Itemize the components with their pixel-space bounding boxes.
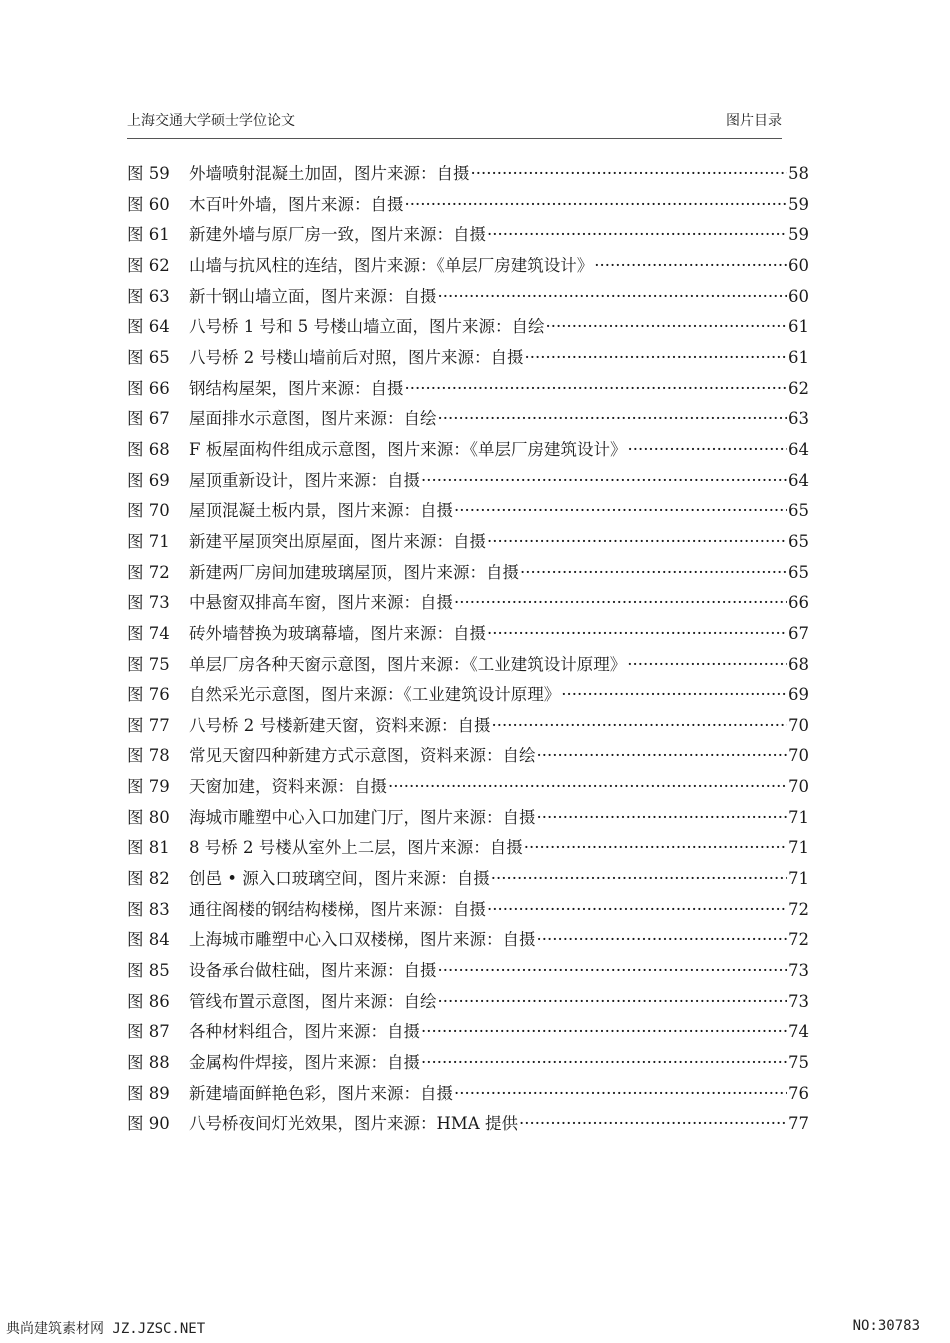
page-number: 75 xyxy=(788,1053,809,1073)
dot-leader xyxy=(487,527,787,558)
dot-leader xyxy=(487,220,787,251)
figure-number: 图 76 xyxy=(127,685,170,705)
toc-entry[interactable] xyxy=(127,466,809,497)
toc-entry[interactable] xyxy=(127,343,809,374)
figure-number: 图 59 xyxy=(127,164,170,183)
figure-caption: 八号桥 1 号和 5 号楼山墙立面，图片来源：自绘 xyxy=(189,317,545,337)
toc-entry[interactable] xyxy=(127,650,809,681)
dot-leader xyxy=(492,711,788,742)
page-number: 74 xyxy=(788,1022,809,1042)
toc-entry[interactable] xyxy=(127,496,809,527)
page-number: 71 xyxy=(788,869,809,889)
dot-leader xyxy=(627,435,787,466)
figure-number: 图 65 xyxy=(127,347,170,367)
figure-caption: 八号桥夜间灯光效果，图片来源：HMA 提供 xyxy=(189,1114,518,1134)
figure-caption: 屋面排水示意图，图片来源：自绘 xyxy=(189,409,437,429)
toc-entry[interactable] xyxy=(127,925,809,956)
figure-caption: 外墙喷射混凝土加固，图片来源：自摄 xyxy=(189,164,470,183)
page-number: 65 xyxy=(788,531,809,551)
page-number: 68 xyxy=(788,654,809,674)
figure-number: 图 71 xyxy=(127,531,170,551)
page-number: 60 xyxy=(788,286,809,306)
figure-caption: 八号桥 2 号楼新建天窗，资料来源：自摄 xyxy=(189,715,491,735)
figure-number: 图 77 xyxy=(127,715,170,735)
page-footer xyxy=(0,1318,950,1342)
figure-number: 图 63 xyxy=(127,286,170,306)
page-number: 71 xyxy=(788,807,809,827)
figure-caption: 木百叶外墙，图片来源：自摄 xyxy=(189,194,404,214)
dot-leader xyxy=(388,772,787,803)
figure-number: 图 78 xyxy=(127,746,170,766)
toc-entry[interactable] xyxy=(127,864,809,895)
dot-leader xyxy=(537,803,788,834)
figure-number: 图 66 xyxy=(127,378,170,398)
toc-entry[interactable] xyxy=(127,680,809,711)
toc-entry[interactable] xyxy=(127,190,809,221)
dot-leader xyxy=(487,619,787,650)
figure-caption: 山墙与抗风柱的连结，图片来源：《单层厂房建筑设计》 xyxy=(189,255,594,275)
dot-leader xyxy=(537,741,788,772)
thesis-title: 上海交通大学硕士学位论文 xyxy=(127,113,295,129)
figure-number: 图 89 xyxy=(127,1083,170,1103)
figure-caption: 屋顶混凝土板内景，图片来源：自摄 xyxy=(189,501,453,521)
figure-caption: 上海城市雕塑中心入口双楼梯，图片来源：自摄 xyxy=(189,930,536,950)
section-title: 图片目录 xyxy=(726,113,782,129)
figure-caption: 新建两厂房间加建玻璃屋顶，图片来源：自摄 xyxy=(189,562,519,582)
dot-leader xyxy=(545,312,787,343)
figure-caption: 新建外墙与原厂房一致，图片来源：自摄 xyxy=(189,225,486,245)
page-number: 70 xyxy=(788,777,809,797)
page-number: 76 xyxy=(788,1083,809,1103)
page-number: 72 xyxy=(788,899,809,919)
toc-entry[interactable] xyxy=(127,741,809,772)
figure-number: 图 64 xyxy=(127,317,170,337)
page-number: 64 xyxy=(788,439,809,459)
figure-number: 图 87 xyxy=(127,1022,170,1042)
dot-leader xyxy=(627,650,787,681)
page-number: 63 xyxy=(788,409,809,429)
toc-entry[interactable] xyxy=(127,435,809,466)
dot-leader xyxy=(454,496,787,527)
page-number: 60 xyxy=(788,255,809,275)
figure-caption: 金属构件焊接，图片来源：自摄 xyxy=(189,1053,420,1073)
page-number: 59 xyxy=(788,225,809,245)
dot-leader xyxy=(524,833,787,864)
figure-caption: 设备承台做柱础，图片来源：自摄 xyxy=(189,961,437,981)
figure-number: 图 81 xyxy=(127,838,170,858)
figure-caption: 砖外墙替换为玻璃幕墙，图片来源：自摄 xyxy=(189,623,486,643)
figure-number: 图 74 xyxy=(127,623,170,643)
toc-entry[interactable] xyxy=(127,895,809,926)
toc-entry[interactable] xyxy=(127,404,809,435)
figure-number: 图 70 xyxy=(127,501,170,521)
dot-leader xyxy=(421,1017,787,1048)
page-number: 71 xyxy=(788,838,809,858)
page-number: 64 xyxy=(788,470,809,490)
figure-number: 图 82 xyxy=(127,869,170,889)
figure-number: 图 80 xyxy=(127,807,170,827)
page-number: 72 xyxy=(788,930,809,950)
page-number: 73 xyxy=(788,991,809,1011)
figure-number: 图 67 xyxy=(127,409,170,429)
figure-number: 图 68 xyxy=(127,439,170,459)
page-number: 70 xyxy=(788,746,809,766)
dot-leader xyxy=(438,956,788,987)
toc-entry[interactable] xyxy=(127,1048,809,1079)
figure-caption: 自然采光示意图，图片来源：《工业建筑设计原理》 xyxy=(189,685,561,705)
dot-leader xyxy=(594,251,787,282)
page-number: 61 xyxy=(788,347,809,367)
dot-leader xyxy=(537,925,788,956)
dot-leader xyxy=(405,374,788,405)
figure-caption: 钢结构屋架，图片来源：自摄 xyxy=(189,378,404,398)
figure-caption: 天窗加建，资料来源：自摄 xyxy=(189,777,387,797)
figure-number: 图 83 xyxy=(127,899,170,919)
toc-entry[interactable] xyxy=(127,251,809,282)
figure-number: 图 61 xyxy=(127,225,170,245)
dot-leader xyxy=(438,282,788,313)
figure-caption: 各种材料组合，图片来源：自摄 xyxy=(189,1022,420,1042)
figure-caption: 创邑 • 源入口玻璃空间，图片来源：自摄 xyxy=(189,869,490,889)
toc-entry[interactable] xyxy=(127,833,809,864)
dot-leader xyxy=(471,159,788,190)
figure-caption: 管线布置示意图，图片来源：自绘 xyxy=(189,991,437,1011)
dot-leader xyxy=(421,1048,787,1079)
figure-caption: 八号桥 2 号楼山墙前后对照，图片来源：自摄 xyxy=(189,347,524,367)
figure-caption: 通往阁楼的钢结构楼梯，图片来源：自摄 xyxy=(189,899,486,919)
figure-number: 图 75 xyxy=(127,654,170,674)
toc-entry[interactable] xyxy=(127,1017,809,1048)
figure-number: 图 85 xyxy=(127,961,170,981)
dot-leader xyxy=(438,404,788,435)
toc-entry[interactable] xyxy=(127,312,809,343)
figure-caption: 8 号桥 2 号楼从室外上二层，图片来源：自摄 xyxy=(189,838,523,858)
figure-number: 图 60 xyxy=(127,194,170,214)
page-number: 69 xyxy=(788,685,809,705)
dot-leader xyxy=(487,895,787,926)
figure-caption: 中悬窗双排高车窗，图片来源：自摄 xyxy=(189,593,453,613)
page-number: 58 xyxy=(788,164,809,183)
dot-leader xyxy=(454,588,787,619)
dot-leader xyxy=(491,864,787,895)
figure-caption: 屋顶重新设计，图片来源：自摄 xyxy=(189,470,420,490)
figure-number: 图 90 xyxy=(127,1114,170,1134)
toc-entry[interactable] xyxy=(127,159,809,190)
figure-list xyxy=(127,159,809,1140)
watermark-number: NO:30783 xyxy=(852,1318,920,1334)
toc-entry[interactable] xyxy=(127,803,809,834)
toc-entry[interactable] xyxy=(127,987,809,1018)
toc-entry[interactable] xyxy=(127,619,809,650)
page-number: 73 xyxy=(788,961,809,981)
page-number: 66 xyxy=(788,593,809,613)
toc-entry[interactable] xyxy=(127,558,809,589)
figure-number: 图 72 xyxy=(127,562,170,582)
figure-caption: 单层厂房各种天窗示意图，图片来源：《工业建筑设计原理》 xyxy=(189,654,627,674)
figure-caption: 海城市雕塑中心入口加建门厅，图片来源：自摄 xyxy=(189,807,536,827)
watermark-site: 典尚建筑素材网 JZ.JZSC.NET xyxy=(6,1321,206,1337)
figure-number: 图 69 xyxy=(127,470,170,490)
toc-entry[interactable] xyxy=(127,588,809,619)
page-number: 61 xyxy=(788,317,809,337)
figure-number: 图 84 xyxy=(127,930,170,950)
toc-entry[interactable] xyxy=(127,711,809,742)
dot-leader xyxy=(520,558,787,589)
dot-leader xyxy=(454,1079,787,1110)
dot-leader xyxy=(561,680,787,711)
dot-leader xyxy=(421,466,787,497)
figure-caption: 新十钢山墙立面，图片来源：自摄 xyxy=(189,286,437,306)
toc-entry[interactable] xyxy=(127,220,809,251)
page-number: 65 xyxy=(788,501,809,521)
figure-caption: 新建平屋顶突出原屋面，图片来源：自摄 xyxy=(189,531,486,551)
page-number: 67 xyxy=(788,623,809,643)
figure-caption: 常见天窗四种新建方式示意图，资料来源：自绘 xyxy=(189,746,536,766)
dot-leader xyxy=(519,1109,787,1140)
page-number: 62 xyxy=(788,378,809,398)
page-number: 59 xyxy=(788,194,809,214)
toc-entry[interactable] xyxy=(127,1109,809,1140)
toc-entry[interactable] xyxy=(127,772,809,803)
page-number: 70 xyxy=(788,715,809,735)
figure-caption: 新建墙面鲜艳色彩，图片来源：自摄 xyxy=(189,1083,453,1103)
toc-entry[interactable] xyxy=(127,374,809,405)
toc-entry[interactable] xyxy=(127,956,809,987)
toc-entry[interactable] xyxy=(127,1079,809,1110)
dot-leader xyxy=(405,190,788,221)
header-divider xyxy=(127,138,782,139)
page-number: 65 xyxy=(788,562,809,582)
figure-number: 图 62 xyxy=(127,255,170,275)
figure-number: 图 86 xyxy=(127,991,170,1011)
page-header xyxy=(127,110,782,132)
figure-number: 图 73 xyxy=(127,593,170,613)
figure-number: 图 88 xyxy=(127,1053,170,1073)
dot-leader xyxy=(525,343,788,374)
figure-caption: F 板屋面构件组成示意图，图片来源：《单层厂房建筑设计》 xyxy=(189,439,627,459)
figure-number: 图 79 xyxy=(127,777,170,797)
toc-entry[interactable] xyxy=(127,527,809,558)
dot-leader xyxy=(438,987,788,1018)
toc-entry[interactable] xyxy=(127,282,809,313)
page-number: 77 xyxy=(788,1114,809,1134)
